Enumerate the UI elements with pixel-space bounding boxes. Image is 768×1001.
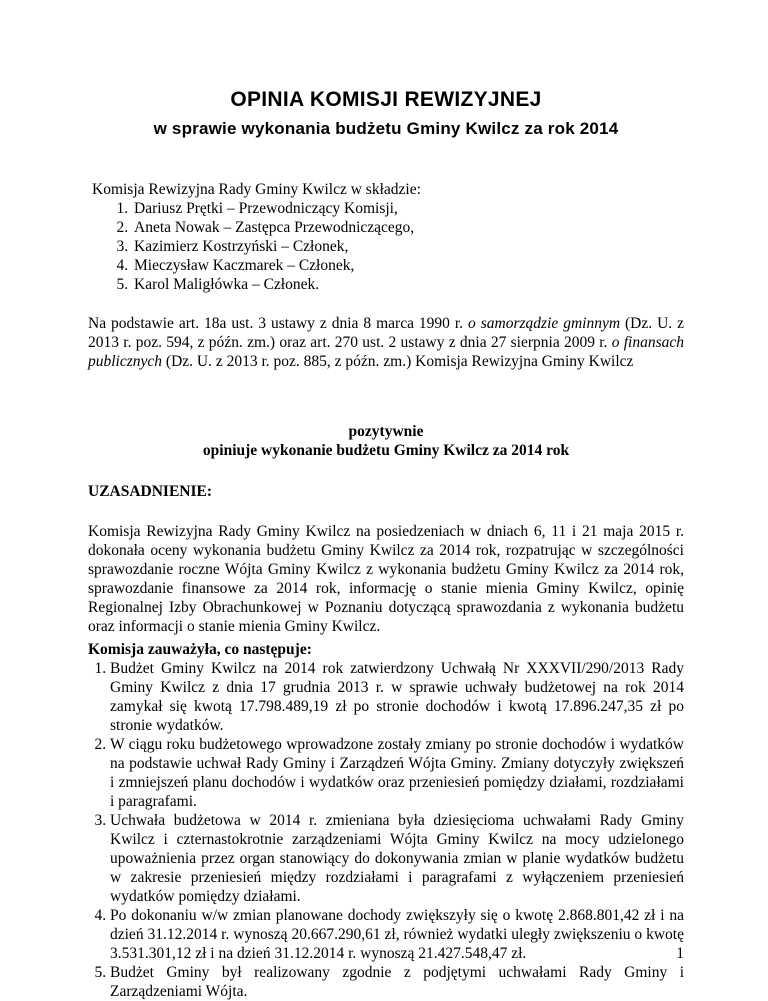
member-item: 4. Mieczysław Kaczmarek – Członek, [132, 256, 652, 275]
document-subtitle: w sprawie wykonania budżetu Gminy Kwilcz za rok 2014 [153, 119, 619, 138]
finding-item: 4. Po dokonaniu w/w zmian planowane dochody zwiększyły się o kwotę 2.868.801,42 zł i na dzień 31.12.2014 r. wynoszą 20.667.290,61 zł, również wydatki uległy zwiększeniu o kwotę 3.531.301,12 zł i na dzień 31.12.2014 r. wynoszą 21.427.548,47 zł. [110, 906, 684, 963]
law-name-2: o finansach publicznych [88, 334, 685, 370]
document-page [88, 0, 685, 1000]
member-item: 2. Aneta Nowak – Zastępca Przewodniczącego, [132, 218, 652, 237]
findings-heading: Komisja zauważyła, co następuje: [88, 641, 312, 658]
justification-heading: UZASADNIENIE: [88, 483, 213, 500]
finding-item: 5. Budżet Gminy był realizowany zgodnie z podjętymi uchwałami Rady Gminy i Zarządzeniami Wójta. [110, 963, 684, 1001]
member-item: 1. Dariusz Prętki – Przewodniczący Komisji, [132, 199, 652, 218]
member-item: 3. Kazimierz Kostrzyński – Członek, [132, 237, 652, 256]
verdict-line-1: pozytywnie [348, 423, 424, 440]
committee-members [92, 180, 652, 294]
findings-section [88, 640, 684, 1001]
justification-paragraph: Komisja Rewizyjna Rady Gminy Kwilcz na posiedzeniach w dniach 6, 11 i 21 maja 2015 r. dokonała oceny wykonania budżetu Gminy Kwilcz za 2014 rok, rozpatrując w szczególności sprawozdanie roczne Wójta Gminy Kwilcz z wykonania budżetu Gminy Kwilcz za 2014 rok, sprawozdanie finansowe za 2014 rok, informację o stanie mienia Gminy Kwilcz, opinię Regionalnej Izby Obrachunkowej w Poznaniu dotyczącą sprawozdania z wykonania budżetu oraz informacji o stanie mienia Gminy Kwilcz. [88, 523, 684, 635]
law-name-1: o samorządzie gminnym [468, 315, 621, 332]
members-list [92, 199, 652, 294]
member-item: 5. Karol Maligłówka – Członek. [132, 275, 652, 294]
findings-list [88, 659, 684, 1001]
basis-text-2: (Dz. U. z 2013 r. poz. 594, z późn. zm.) oraz art. 270 ust. 2 ustawy z dnia 27 sierpnia 2009 r. [88, 315, 684, 351]
page-number: 1 [676, 945, 684, 962]
basis-text-3: (Dz. U. z 2013 r. poz. 885, z późn. zm.) Komisja Rewizyjna Gminy Kwilcz [162, 353, 634, 370]
members-intro: Komisja Rewizyjna Rady Gminy Kwilcz w składzie: [92, 181, 421, 198]
verdict-line-2: opiniuje wykonanie budżetu Gminy Kwilcz za 2014 rok [202, 442, 570, 459]
basis-text-1: Na podstawie art. 18a ust. 3 ustawy z dnia 8 marca 1990 r. [88, 315, 469, 332]
finding-item: 2. W ciągu roku budżetowego wprowadzone zostały zmiany po stronie dochodów i wydatków na podstawie uchwał Rady Gminy i Zarządzeń Wójta Gminy. Zmiany dotyczyły zwiększeń i zmniejszeń planu dochodów i wydatków oraz przeniesień pomiędzy działami, rozdziałami i paragrafami. [110, 735, 684, 811]
finding-item: 3. Uchwała budżetowa w 2014 r. zmieniana była dziesięcioma uchwałami Rady Gminy Kwilcz i czternastokrotnie zarządzeniami Wójta Gminy Kwilcz na mocy udzielonego upoważnienia przez organ stanowiący do dokonywania zmian w planie wydatków budżetu w zakresie przeniesień między rozdziałami i paragrafami z wyłączeniem przeniesień wydatków pomiędzy działami. [110, 811, 684, 906]
finding-item: 1. Budżet Gminy Kwilcz na 2014 rok zatwierdzony Uchwałą Nr XXXVII/290/2013 Rady Gminy Kwilcz z dnia 17 grudnia 2013 r. w sprawie uchwały budżetowej na rok 2014 zamykał się kwotą 17.798.489,19 zł po stronie dochodów i kwotą 17.896.247,35 zł po stronie wydatków. [110, 659, 684, 735]
document-title: OPINIA KOMISJI REWIZYJNEJ [230, 88, 542, 111]
legal-basis-paragraph [88, 314, 684, 371]
verdict [88, 422, 684, 460]
